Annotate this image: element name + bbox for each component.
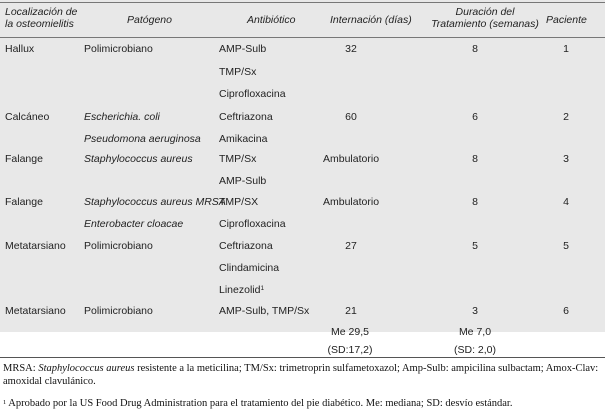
mrsa-label: MRSA: <box>3 363 39 374</box>
row6-antibiotico: AMP-Sulb, TMP/Sx <box>219 305 310 317</box>
header-duracion: Duración del Tratamiento (semanas) <box>431 6 539 30</box>
row5-duracion: 5 <box>472 240 478 252</box>
row3-antibiotico-1: TMP/Sx <box>219 153 257 165</box>
bottom-rule <box>0 357 605 358</box>
row1-antibiotico-3: Ciprofloxacina <box>219 88 286 100</box>
row3-internacion: Ambulatorio <box>323 153 380 165</box>
row4-antibiotico-2: Ciprofloxacina <box>219 218 286 230</box>
header-patogeno: Patógeno <box>127 14 172 26</box>
approval-note <box>3 397 603 410</box>
row4-duracion: 8 <box>472 196 478 208</box>
row6-duracion: 3 <box>472 305 478 317</box>
mrsa-italic: Staphylococcus aureus <box>38 363 135 374</box>
row5-paciente: 5 <box>563 240 569 252</box>
row3-duracion: 8 <box>472 153 478 165</box>
row4-internacion: Ambulatorio <box>323 196 380 208</box>
row2-internacion: 60 <box>345 111 357 123</box>
row2-antibiotico-1: Ceftriazona <box>219 111 273 123</box>
row1-paciente: 1 <box>563 43 569 55</box>
header-antibiotico: Antibiótico <box>247 14 296 26</box>
row1-duracion: 8 <box>472 43 478 55</box>
top-rule <box>0 2 605 3</box>
header-localizacion: Localización de la osteomielitis <box>5 6 78 30</box>
row4-localizacion: Falange <box>5 196 43 208</box>
row4-paciente: 4 <box>563 196 569 208</box>
internacion-median: Me 29,5 <box>331 326 369 338</box>
row6-internacion: 21 <box>345 305 357 317</box>
row5-antibiotico-2: Clindamicina <box>219 262 280 274</box>
row2-paciente: 2 <box>563 111 569 123</box>
linezolid-text: Linezolid <box>219 284 261 296</box>
row5-localizacion: Metatarsiano <box>5 240 66 252</box>
footnotes <box>3 362 603 410</box>
row6-localizacion: Metatarsiano <box>5 305 66 317</box>
row6-patogeno: Polimicrobiano <box>84 305 153 317</box>
row2-patogeno-1: Escherichia. coli <box>84 111 160 123</box>
header-internacion: Internación (días) <box>330 14 412 26</box>
row3-antibiotico-2: AMP-Sulb <box>219 175 267 187</box>
note-sup: 1 <box>3 399 7 406</box>
duracion-sd: (SD: 2,0) <box>453 344 496 356</box>
row2-localizacion: Calcáneo <box>5 111 50 123</box>
row1-localizacion: Hallux <box>5 43 35 55</box>
row5-internacion: 27 <box>345 240 357 252</box>
row4-antibiotico-1: TMP/SX <box>219 196 259 208</box>
row4-patogeno-2: Enterobacter cloacae <box>84 218 184 230</box>
row5-patogeno: Polimicrobiano <box>84 240 153 252</box>
note-text: Aprobado por la US Food Drug Administration para el tratamiento del pie diabético. Me: mediana; SD: desvío estándar. <box>6 398 513 409</box>
header-paciente: Paciente <box>546 14 587 26</box>
row1-antibiotico-2: TMP/Sx <box>219 66 257 78</box>
row1-patogeno: Polimicrobiano <box>84 43 153 55</box>
row2-duracion: 6 <box>472 111 478 123</box>
row2-patogeno-2: Pseudomona aeruginosa <box>84 133 201 145</box>
row6-paciente: 6 <box>563 305 569 317</box>
header-rule <box>0 37 605 38</box>
row3-patogeno: Staphylococcus aureus <box>84 153 193 165</box>
linezolid-footnote-mark: 1 <box>260 285 265 292</box>
row1-antibiotico-1: AMP-Sulb <box>219 43 267 55</box>
internacion-sd: (SD:17,2) <box>327 344 373 356</box>
abbreviations-note <box>3 362 603 388</box>
row1-internacion: 32 <box>345 43 357 55</box>
row5-antibiotico-3 <box>219 284 264 296</box>
row3-paciente: 3 <box>563 153 569 165</box>
abbrev-rest: resistente a la meticilina; TM/Sx: trimetroprin sulfametoxazol; Amp-Sulb: ampicilina sulbactam; Amox-Clav: amoxidal clavulánico. <box>3 363 599 387</box>
row3-localizacion: Falange <box>5 153 43 165</box>
row5-antibiotico-1: Ceftriazona <box>219 240 273 252</box>
row2-antibiotico-2: Amikacina <box>219 133 268 145</box>
table-header <box>0 0 605 41</box>
row4-patogeno-1: Staphylococcus aureus MRSA <box>84 196 226 208</box>
duracion-median: Me 7,0 <box>458 326 492 338</box>
